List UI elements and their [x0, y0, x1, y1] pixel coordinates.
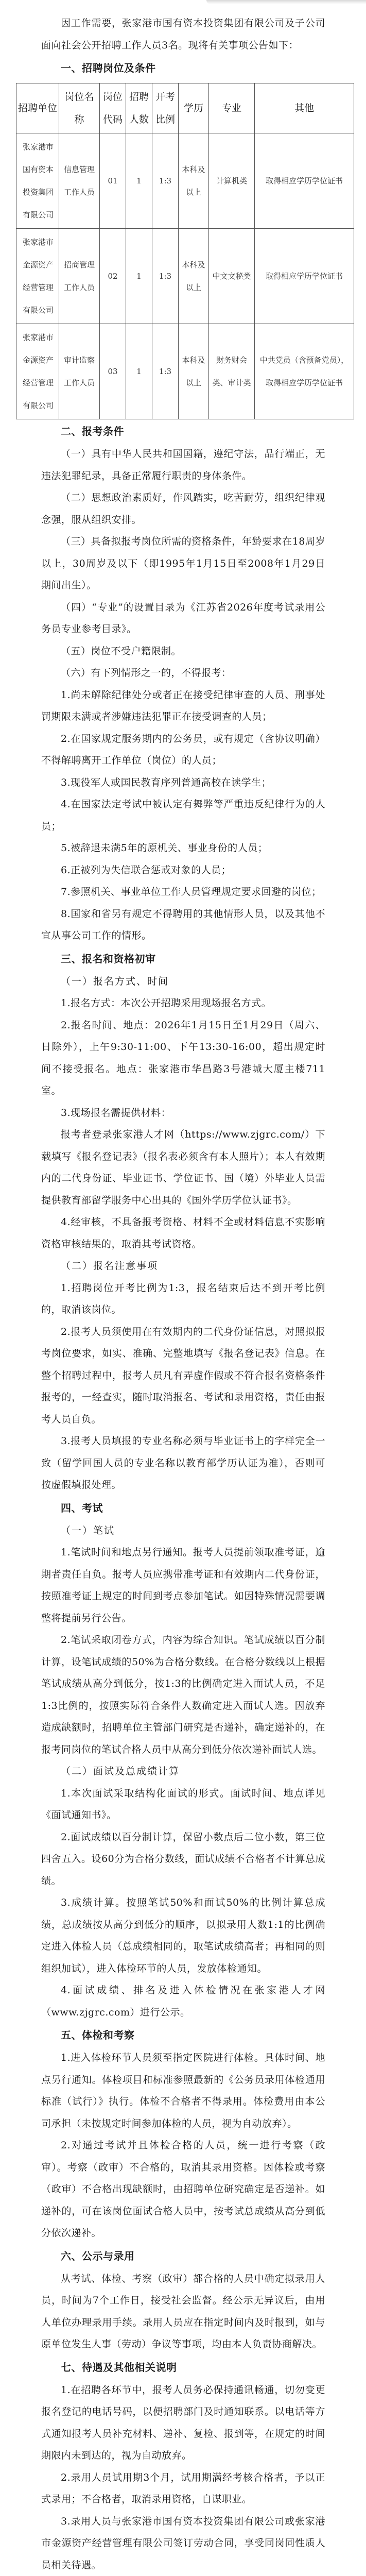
cell-code: 02: [100, 229, 126, 324]
cell-other: 中共党员（含预备党员），取得相应学历学位证书: [255, 324, 354, 419]
col-header-position: 岗位名称: [59, 83, 100, 133]
section-5-title: 五、体检和考察: [61, 2023, 325, 2047]
cell-other: 取得相应学历学位证书: [255, 133, 354, 229]
col-header-ratio: 开考比例: [152, 83, 179, 133]
eligibility-item: （二）思想政治素质好，作风踏实，吃苦耐劳，组织纪律观念强，服从组织安排。: [41, 487, 325, 531]
cell-ratio: 1:3: [152, 229, 179, 324]
registration-item: 2.报名时间、地点：2026年1月15日至1月29日（周六、日除外），上午9:30-11:00、下午13:30-16:00，超出规定时间不接受报名。地点：张家港市华昌路3号港城大厦主楼711室。: [41, 1014, 325, 1102]
registration-item: 3.现场报名需提供材料：: [41, 1102, 325, 1124]
table-row: [16, 324, 354, 419]
medical-check-item: 2.对通过考试并且体检合格的人员，统一进行考察（政审）。考察（政审）不合格的，取消其录用资格。因体检或考察（政审）不合格出现缺额时，由招聘单位研究确定是否递补。如递补的，可在该岗位面试合格人员中，按考试总成绩从高分到低分依次递补。: [41, 2134, 325, 2244]
section-1-title: 一、招聘岗位及条件: [61, 56, 325, 80]
interview-item: 2.面试成绩以百分制计算，保留小数点后二位小数，第三位四舍五入。设60分为合格分数线，面试成绩不合格者不计算总成绩。: [41, 1826, 325, 1892]
col-header-major: 专业: [209, 83, 255, 133]
registration-note: 2.报考人员须使用在有效期内的二代身份证信息，对照拟报考岗位要求，如实、准确、完整地填写《报名登记表》信息。在整个招聘过程中，报考人员凡有弄虚作假或不符合报名资格条件报考的，一经查实，随时取消报名、考试和录用资格，责任由报考人员自负。: [41, 1321, 325, 1431]
cell-unit: 张家港市金源资产经营管理有限公司: [16, 324, 59, 419]
positions-table: [16, 83, 354, 419]
eligibility-item: （四）“专业”的设置目录为《江苏省2026年度考试录用公务员专业参考目录》。: [41, 597, 325, 640]
exclusion-item: 4.在国家法定考试中被认定有舞弊等严重违反纪律行为的人员；: [41, 793, 325, 837]
cell-education: 本科及以上: [179, 229, 209, 324]
intro-paragraph: 因工作需要，张家港市国有资本投资集团有限公司及子公司面向社会公开招聘工作人员3名。现将有关事项公告如下：: [41, 12, 325, 56]
section-3-title: 三、报名和资格初审: [61, 947, 325, 971]
cell-code: 01: [100, 133, 126, 229]
cell-unit: 张家港市国有资本投资集团有限公司: [16, 133, 59, 229]
exclusion-item: 5.被辞退未满5年的原机关、事业身份的人员；: [41, 837, 325, 859]
col-header-unit: 招聘单位: [16, 83, 59, 133]
col-header-other: 其他: [255, 83, 354, 133]
registration-note: 1.招聘岗位开考比例为1:3，报名结束后达不到开考比例的，取消该岗位。: [41, 1277, 325, 1321]
treatment-item: 3.录用人员与张家港市国有资本投资集团有限公司或张家港市金源资产经营管理有限公司签订劳动合同，享受同岗同性质人员相关待遇。: [41, 2511, 325, 2576]
col-header-education: 学历: [179, 83, 209, 133]
treatment-item: 1.在招聘各环节中，报考人员务必保持通讯畅通，切勿变更报名登记的电话号码，以便招聘部门及时通知联系。以电话等方式通知报考人员补充材料、递补、复检、报到等，在规定的时间期限内未到达的，视为自动放弃。: [41, 2379, 325, 2467]
interview-item: 3.成绩计算。按照笔试50%和面试50%的比例计算总成绩，总成绩按从高分到低分的顺序，以拟录用人数1:1的比例确定进入体检人员（总成绩相同的，取笔试成绩高者；再相同的则组织加试），进入体检环节的人员，发放体检通知。: [41, 1892, 325, 1979]
top-edge-shadow: [206, 0, 366, 4]
exclusion-item: 7.参照机关、事业单位工作人员管理规定要求回避的岗位；: [41, 881, 325, 903]
cell-ratio: 1:3: [152, 324, 179, 419]
cell-major: 计算机类: [209, 133, 255, 229]
cell-education: 本科及以上: [179, 133, 209, 229]
cell-position: 招商管理工作人员: [59, 229, 100, 324]
interview-item: 4.面试成绩、排名及进入体检情况在张家港人才网（www.zjgrc.com）进行公示。: [41, 1979, 325, 2023]
section-4-title: 四、考试: [61, 1496, 325, 1520]
cell-other: 取得相应学历学位证书: [255, 229, 354, 324]
section-4-sub1-title: （一）笔试: [61, 1520, 325, 1542]
registration-item: 4.经审核，不具备报考资格、材料不全或材料信息不实影响资格审核结果的，取消其考试资格。: [41, 1211, 325, 1255]
section-3-sub2-title: （二）报名注意事项: [61, 1255, 325, 1277]
exclusion-item: 1.尚未解除纪律处分或者正在接受纪律审查的人员、刑事处罚期限未满或者涉嫌违法犯罪正在接受调查的人员；: [41, 684, 325, 728]
cell-count: 1: [126, 229, 152, 324]
cell-major: 中文文秘类: [209, 229, 255, 324]
section-3-sub1-title: （一）报名方式、时间: [61, 971, 325, 993]
eligibility-item: （六）有下列情形之一的，不得报考：: [41, 662, 325, 684]
interview-item: 1.本次面试采取结构化面试的形式。面试时间、地点详见《面试通知书》。: [41, 1783, 325, 1826]
section-4-sub2-title: （二）面试及总成绩计算: [61, 1760, 325, 1783]
written-exam-item: 1.笔试时间和地点另行通知。报考人员提前领取准考证，逾期者责任自负。报考人员应携带准考证和有效期内二代身份证，按照准考证上规定的时间到考点参加笔试。如因特殊情况需要调整将提前另行公告。: [41, 1541, 325, 1629]
cell-count: 1: [126, 324, 152, 419]
eligibility-item: （三）具备拟报考岗位所需的资格条件，年龄要求在18周岁以上，30周岁及以下（即1995年1月15日至2008年1月29日期间出生）。: [41, 531, 325, 597]
cell-unit: 张家港市金源资产经营管理有限公司: [16, 229, 59, 324]
eligibility-item: （一）具有中华人民共和国国籍，遵纪守法，品行端正，无违法犯罪纪录，具备正常履行职责的身体条件。: [41, 443, 325, 487]
table-header-row: [16, 83, 354, 133]
cell-position: 信息管理工作人员: [59, 133, 100, 229]
cell-ratio: 1:3: [152, 133, 179, 229]
treatment-item: 2.录用人员试用期3个月，试用期满经考核合格者，予以正式录用；不合格者，取消录用资格，自谋职业。: [41, 2467, 325, 2511]
cell-education: 本科及以上: [179, 324, 209, 419]
exclusion-item: 6.正被列为失信联合惩戒对象的人员；: [41, 859, 325, 882]
registration-item: 1.报名方式：本次公开招聘采用现场报名方式。: [41, 992, 325, 1014]
exclusion-item: 3.现役军人或国民教育序列普通高校在读学生；: [41, 772, 325, 794]
eligibility-item: （五）岗位不受户籍限制。: [41, 640, 325, 663]
table-row: [16, 229, 354, 324]
cell-code: 03: [100, 324, 126, 419]
col-header-code: 岗位代码: [100, 83, 126, 133]
written-exam-item: 2.笔试采取闭卷方式，内容为综合知识。笔试成绩以百分制计算，设笔试成绩的50%为合格分数线。在合格分数线以上根据笔试成绩从高分到低分，按1:3的比例确定进入面试人员，不足1:3比例的，按照实际符合条件人数确定进入面试人选。因放弃造成缺额时，招聘单位主管部门研究是否递补，确定递补的，在报考同岗位的笔试合格人员中从高分到低分依次递补面试人选。: [41, 1629, 325, 1760]
col-header-count: 招聘人数: [126, 83, 152, 133]
section-6-title: 六、公示与录用: [61, 2244, 325, 2268]
cell-count: 1: [126, 133, 152, 229]
exclusion-item: 2.在国家规定服务期内的公务员，或有规定（含协议明确）不得解聘离开工作单位（岗位）的人员；: [41, 728, 325, 772]
cell-position: 审计监察工作人员: [59, 324, 100, 419]
medical-check-item: 1.进入体检环节人员须至指定医院进行体检。具体时间、地点另行通知。体检项目和标准参照最新的《公务员录用体检通用标准（试行）》执行。体检不合格者不得录用。体检费用由本公司承担（未按规定时间参加体检的人员，视为自动放弃）。: [41, 2047, 325, 2134]
table-row: [16, 133, 354, 229]
registration-item: 报考者登录张家港人才网（https://www.zjgrc.com/）下载填写《报名登记表》（报名表必须含有本人照片）；本人有效期内的二代身份证、毕业证书、学位证书、国（境）外毕业人员需提供教育部留学服务中心出具的《国外学历学位认证书》。: [41, 1124, 325, 1211]
publicity-item: 从考试、体检、考察（政审）都合格的人员中确定拟录用人员，时间为7个工作日，接受社会监督。经公示无异议后，由用人单位办理录用手续。录用人员应在指定时间内及时报到，如与原单位发生人事（劳动）争议等事项，均由本人负责协商解决。: [41, 2268, 325, 2355]
section-7-title: 七、待遇及其他相关说明: [61, 2355, 325, 2379]
exclusion-item: 8.国家和省另有规定不得聘用的其他情形人员，以及其他不宜从事公司工作的情形。: [41, 903, 325, 947]
section-2-title: 二、报考条件: [61, 419, 325, 443]
cell-major: 财务财会类、审计类: [209, 324, 255, 419]
registration-note: 3.报考人员填报的专业名称必须与毕业证书上的字样完全一致（留学回国人员的专业名称以教育部学历认证为准），否则可按虚假填报处理。: [41, 1430, 325, 1496]
